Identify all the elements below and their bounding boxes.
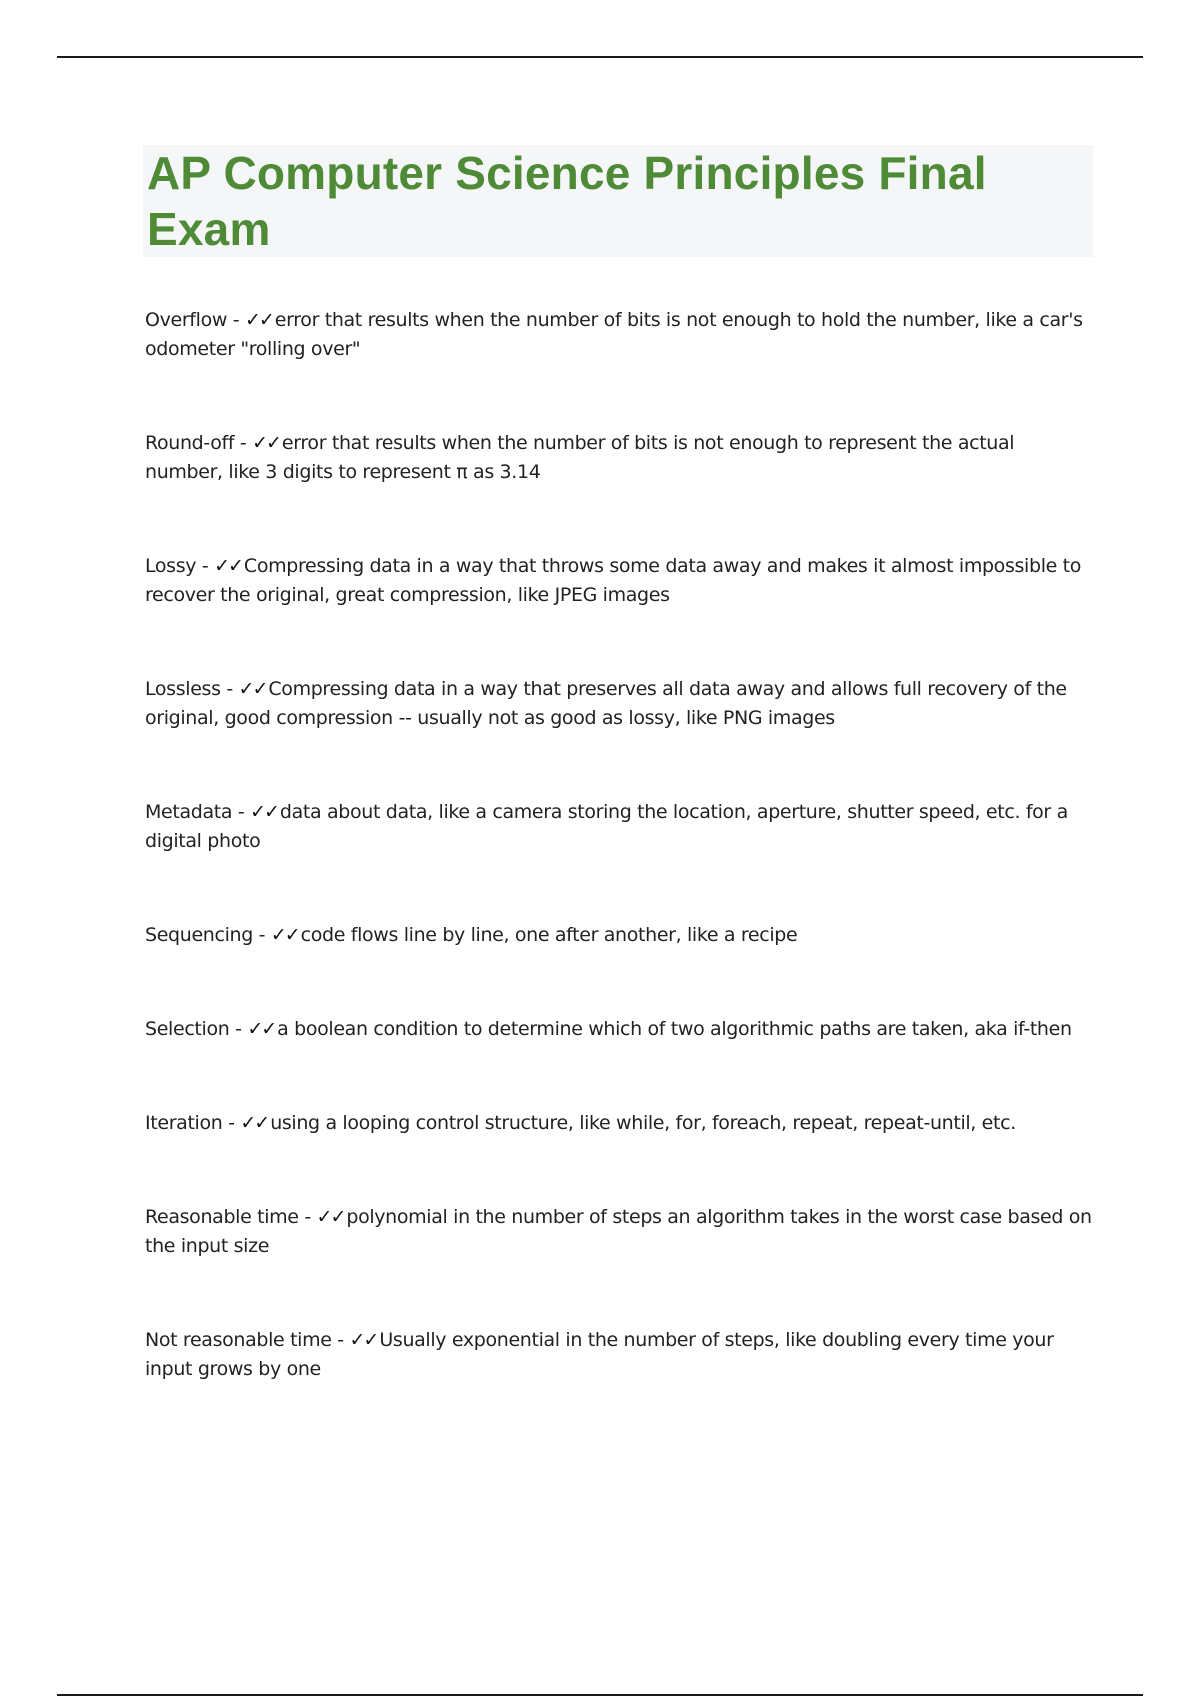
flashcard-entry — [145, 552, 1095, 610]
entry-definition: using a looping control structure, like while, for, foreach, repeat, repeat-until, etc. — [270, 1112, 1016, 1134]
entry-separator: - — [222, 1112, 241, 1134]
double-check-icon: ✓✓ — [270, 924, 299, 946]
entry-definition: error that results when the number of bits is not enough to represent the actual number, like 3 digits to represent π as 3.14 — [145, 432, 1015, 483]
bottom-divider — [57, 1694, 1143, 1696]
flashcard-entry — [145, 798, 1095, 856]
double-check-icon: ✓✓ — [240, 1112, 269, 1134]
flashcard-list — [145, 306, 1095, 1384]
double-check-icon: ✓✓ — [316, 1206, 345, 1228]
double-check-icon: ✓✓ — [244, 309, 273, 331]
entry-separator: - — [331, 1329, 350, 1351]
entry-definition: error that results when the number of bits is not enough to hold the number, like a car's odometer "rolling over" — [145, 309, 1083, 360]
entry-definition: Usually exponential in the number of steps, like doubling every time your input grows by one — [145, 1329, 1054, 1380]
title-banner — [143, 145, 1093, 257]
entry-definition: code flows line by line, one after another, like a recipe — [300, 924, 798, 946]
entry-term: Overflow — [145, 309, 228, 331]
entry-definition: Compressing data in a way that preserves all data away and allows full recovery of the original, good compression -- usually not as good as lossy, like PNG images — [145, 678, 1067, 729]
entry-separator: - — [229, 1018, 248, 1040]
double-check-icon: ✓✓ — [250, 801, 278, 823]
entry-term: Metadata — [145, 801, 233, 823]
entry-separator: - — [298, 1206, 317, 1228]
entry-term: Selection — [145, 1018, 230, 1040]
top-divider — [57, 56, 1143, 58]
flashcard-entry — [145, 1015, 1095, 1044]
entry-separator: - — [234, 432, 253, 454]
entry-separator: - — [220, 678, 239, 700]
flashcard-entry — [145, 1109, 1095, 1138]
entry-separator: - — [252, 924, 271, 946]
flashcard-entry — [145, 675, 1095, 733]
entry-definition: Compressing data in a way that throws some data away and makes it almost impossible to recover the original, great compression, like JPEG images — [145, 555, 1082, 606]
entry-term: Lossless — [145, 678, 221, 700]
flashcard-entry — [145, 429, 1095, 487]
double-check-icon: ✓✓ — [252, 432, 280, 454]
entry-definition: a boolean condition to determine which of two algorithmic paths are taken, aka if-then — [277, 1018, 1072, 1040]
entry-term: Sequencing — [145, 924, 253, 946]
entry-separator: - — [196, 555, 215, 577]
entry-term: Not reasonable time — [145, 1329, 332, 1351]
flashcard-entry — [145, 1203, 1095, 1261]
flashcard-entry — [145, 921, 1095, 950]
entry-term: Round-off — [145, 432, 235, 454]
entry-term: Reasonable time — [145, 1206, 299, 1228]
entry-term: Iteration — [145, 1112, 223, 1134]
entry-separator: - — [227, 309, 245, 331]
entry-separator: - — [232, 801, 251, 823]
flashcard-entry — [145, 306, 1095, 364]
double-check-icon: ✓✓ — [247, 1018, 276, 1040]
double-check-icon: ✓✓ — [349, 1329, 378, 1351]
page-title: AP Computer Science Principles Final Exam — [147, 147, 987, 255]
double-check-icon: ✓✓ — [214, 555, 242, 577]
entry-definition: polynomial in the number of steps an algorithm takes in the worst case based on the input size — [145, 1206, 1092, 1257]
double-check-icon: ✓✓ — [238, 678, 267, 700]
entry-definition: data about data, like a camera storing the location, aperture, shutter speed, etc. for a digital photo — [145, 801, 1068, 852]
entry-term: Lossy — [145, 555, 197, 577]
flashcard-entry — [145, 1326, 1095, 1384]
